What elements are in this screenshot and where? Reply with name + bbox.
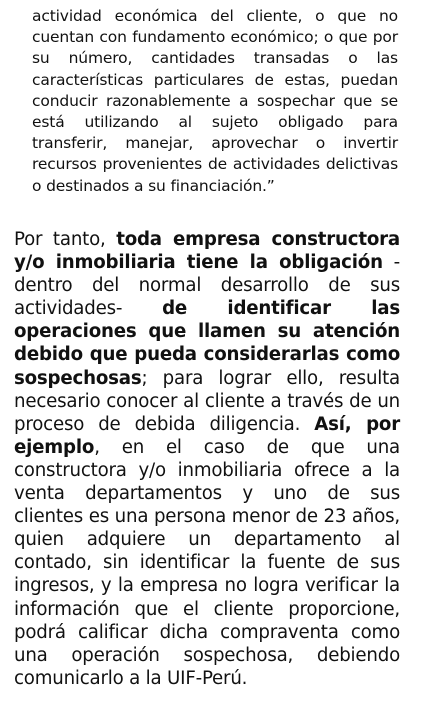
paragraph-text (14, 228, 400, 690)
text-segment: , en el caso de que una constructora y/o inmobiliaria ofrece a la venta departamentos y uno de sus clientes es una persona menor de 23 años, quien adquiere un departamento al contado, sin identificar la fuente de sus ingresos, y la empresa no logra verificar la información que el cliente proporcione, podrá calificar dicha compraventa como una operación sospechosa, debiendo comunicarlo a la UIF-Perú. (14, 436, 400, 689)
quoted-definition (32, 6, 398, 197)
bold-obligation: toda empresa constructora y/o inmobiliaria tiene la obligación (14, 229, 400, 274)
bold-identify-operations: de identificar las operaciones que llamen su atención debido que pueda considerarlas como sospechosas (14, 298, 400, 389)
text-segment: Por tanto, (14, 229, 117, 250)
text-segment: -dentro del normal desarrollo de sus actividades- (14, 252, 400, 320)
text-segment: ; para lograr ello, resulta necesario conocer al cliente a través de un proceso de debida diligencia. (14, 367, 400, 435)
quote-text: actividad económica del cliente, o que no cuentan con fundamento económico; o que por su número, cantidades transadas o las características particulares de estas, puedan conducir razonablemente a sospechar que se está utilizando al sujeto obligado para transferir, manejar, aprovechar o invertir recursos provenientes de actividades delictivas o destinados a su financiación.” (32, 7, 398, 195)
body-paragraph (14, 228, 400, 690)
bold-example: Así, por ejemplo (14, 413, 400, 458)
